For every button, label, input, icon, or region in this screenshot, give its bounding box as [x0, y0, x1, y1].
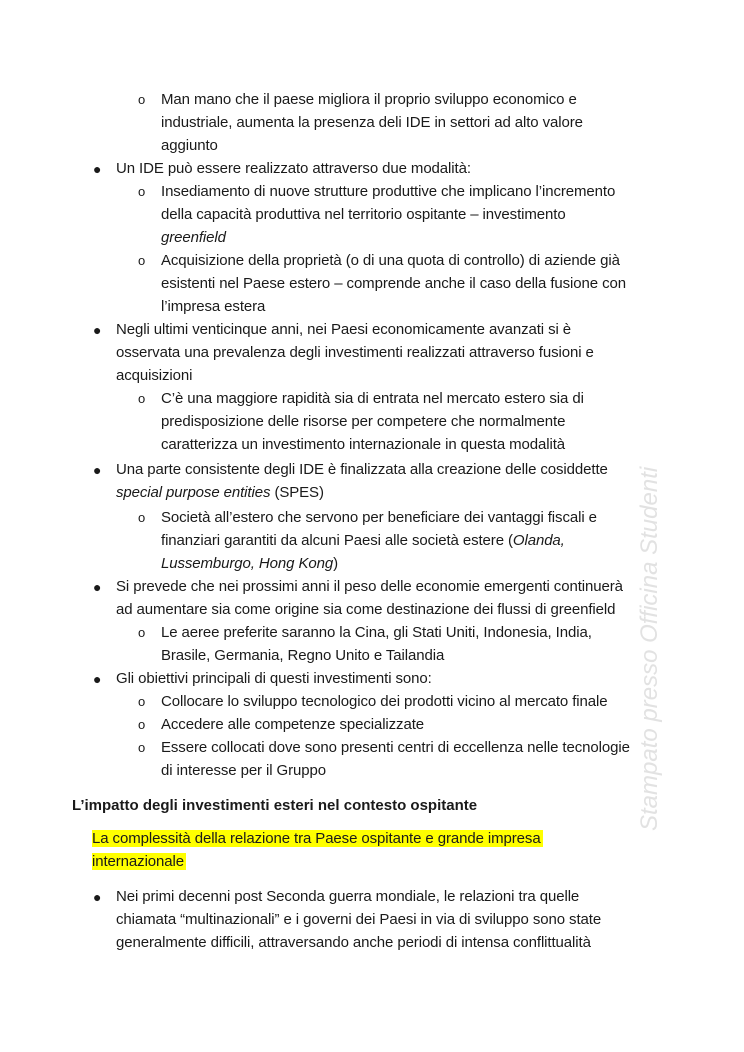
sub-bullet-icon: o	[138, 391, 146, 406]
watermark: Stampato presso Officina Studenti	[636, 466, 663, 831]
text-line: ad aumentare sia come origine sia come destinazione dei flussi di greenfield	[116, 601, 616, 618]
sub-bullet-icon: o	[138, 694, 146, 709]
text-line: Collocare lo sviluppo tecnologico dei prodotti vicino al mercato finale	[161, 693, 608, 710]
text-fragment: )	[333, 555, 338, 572]
text-line: Acquisizione della proprietà (o di una quota di controllo) di aziende già	[161, 252, 620, 269]
text-line	[116, 483, 324, 503]
text-line: Nei primi decenni post Seconda guerra mondiale, le relazioni tra quelle	[116, 888, 580, 905]
sub-bullet-icon: o	[138, 92, 146, 107]
text-line: C’è una maggiore rapidità sia di entrata nel mercato estero sia di	[161, 390, 584, 407]
text-line: predisposizione delle risorse per competere che normalmente	[161, 413, 566, 430]
bullet-icon: ●	[93, 579, 102, 595]
bullet-icon: ●	[93, 889, 102, 905]
sub-bullet-icon: o	[138, 510, 146, 525]
text-line: di interesse per il Gruppo	[161, 762, 326, 779]
text-line: chiamata “multinazionali” e i governi dei Paesi in via di sviluppo sono state	[116, 911, 602, 928]
text-line: Essere collocati dove sono presenti centri di eccellenza nelle tecnologie	[161, 739, 630, 756]
text-line: Si prevede che nei prossimi anni il peso delle economie emergenti continuerà	[116, 578, 623, 595]
bullet-icon: ●	[93, 462, 102, 478]
bullet-icon: ●	[93, 322, 102, 338]
text-line: Man mano che il paese migliora il proprio sviluppo economico e	[161, 91, 577, 108]
text-line: Brasile, Germania, Regno Unito e Tailandia	[161, 647, 445, 664]
text-line: della capacità produttiva nel territorio ospitante – investimento	[161, 206, 566, 223]
text-line	[161, 531, 565, 551]
sub-bullet-icon: o	[138, 625, 146, 640]
text-line: acquisizioni	[116, 367, 193, 384]
text-line: Gli obiettivi principali di questi investimenti sono:	[116, 670, 432, 687]
text-line: l’impresa estera	[161, 298, 266, 315]
highlight-text: internazionale	[92, 853, 184, 870]
sub-bullet-icon: o	[138, 253, 146, 268]
text-line: generalmente difficili, attraversando anche periodi di intensa conflittualità	[116, 934, 591, 951]
sub-bullet-icon: o	[138, 740, 146, 755]
text-line: caratterizza un investimento internazionale in questa modalità	[161, 436, 566, 453]
sub-bullet-icon: o	[138, 717, 146, 732]
highlight-text: La complessità della relazione tra Paese ospitante e grande impresa	[92, 830, 541, 847]
text-line: greenfield	[161, 229, 226, 246]
text-line: Negli ultimi venticinque anni, nei Paesi economicamente avanzati si è	[116, 321, 572, 338]
bullet-icon: ●	[93, 671, 102, 687]
section-heading: L’impatto degli investimenti esteri nel contesto ospitante	[72, 797, 478, 814]
text-line: Accedere alle competenze specializzate	[161, 716, 425, 733]
text-line	[161, 554, 338, 574]
text-line: Insediamento di nuove strutture produttive che implicano l’incremento	[161, 183, 616, 200]
italic-term: special purpose entities	[116, 484, 271, 501]
italic-term: Olanda,	[512, 532, 565, 549]
text-line: esistenti nel Paese estero – comprende anche il caso della fusione con	[161, 275, 626, 292]
text-line: osservata una prevalenza degli investimenti realizzati attraverso fusioni e	[116, 344, 594, 361]
text-line: Un IDE può essere realizzato attraverso due modalità:	[116, 160, 471, 177]
text-fragment: finanziari garantiti da alcuni Paesi alle società estere (	[161, 532, 513, 549]
text-fragment: (SPES)	[270, 484, 324, 501]
text-line: aggiunto	[161, 137, 218, 154]
text-line: Società all’estero che servono per beneficiare dei vantaggi fiscali e	[161, 509, 597, 526]
highlighted-subheading	[92, 852, 186, 872]
highlighted-subheading	[92, 829, 543, 849]
italic-term: Lussemburgo, Hong Kong	[161, 555, 334, 572]
text-line: industriale, aumenta la presenza deli IDE in settori ad alto valore	[161, 114, 583, 131]
bullet-icon: ●	[93, 161, 102, 177]
text-line: Le aeree preferite saranno la Cina, gli Stati Uniti, Indonesia, India,	[161, 624, 592, 641]
text-line: Una parte consistente degli IDE è finalizzata alla creazione delle cosiddette	[116, 461, 608, 478]
sub-bullet-icon: o	[138, 184, 146, 199]
